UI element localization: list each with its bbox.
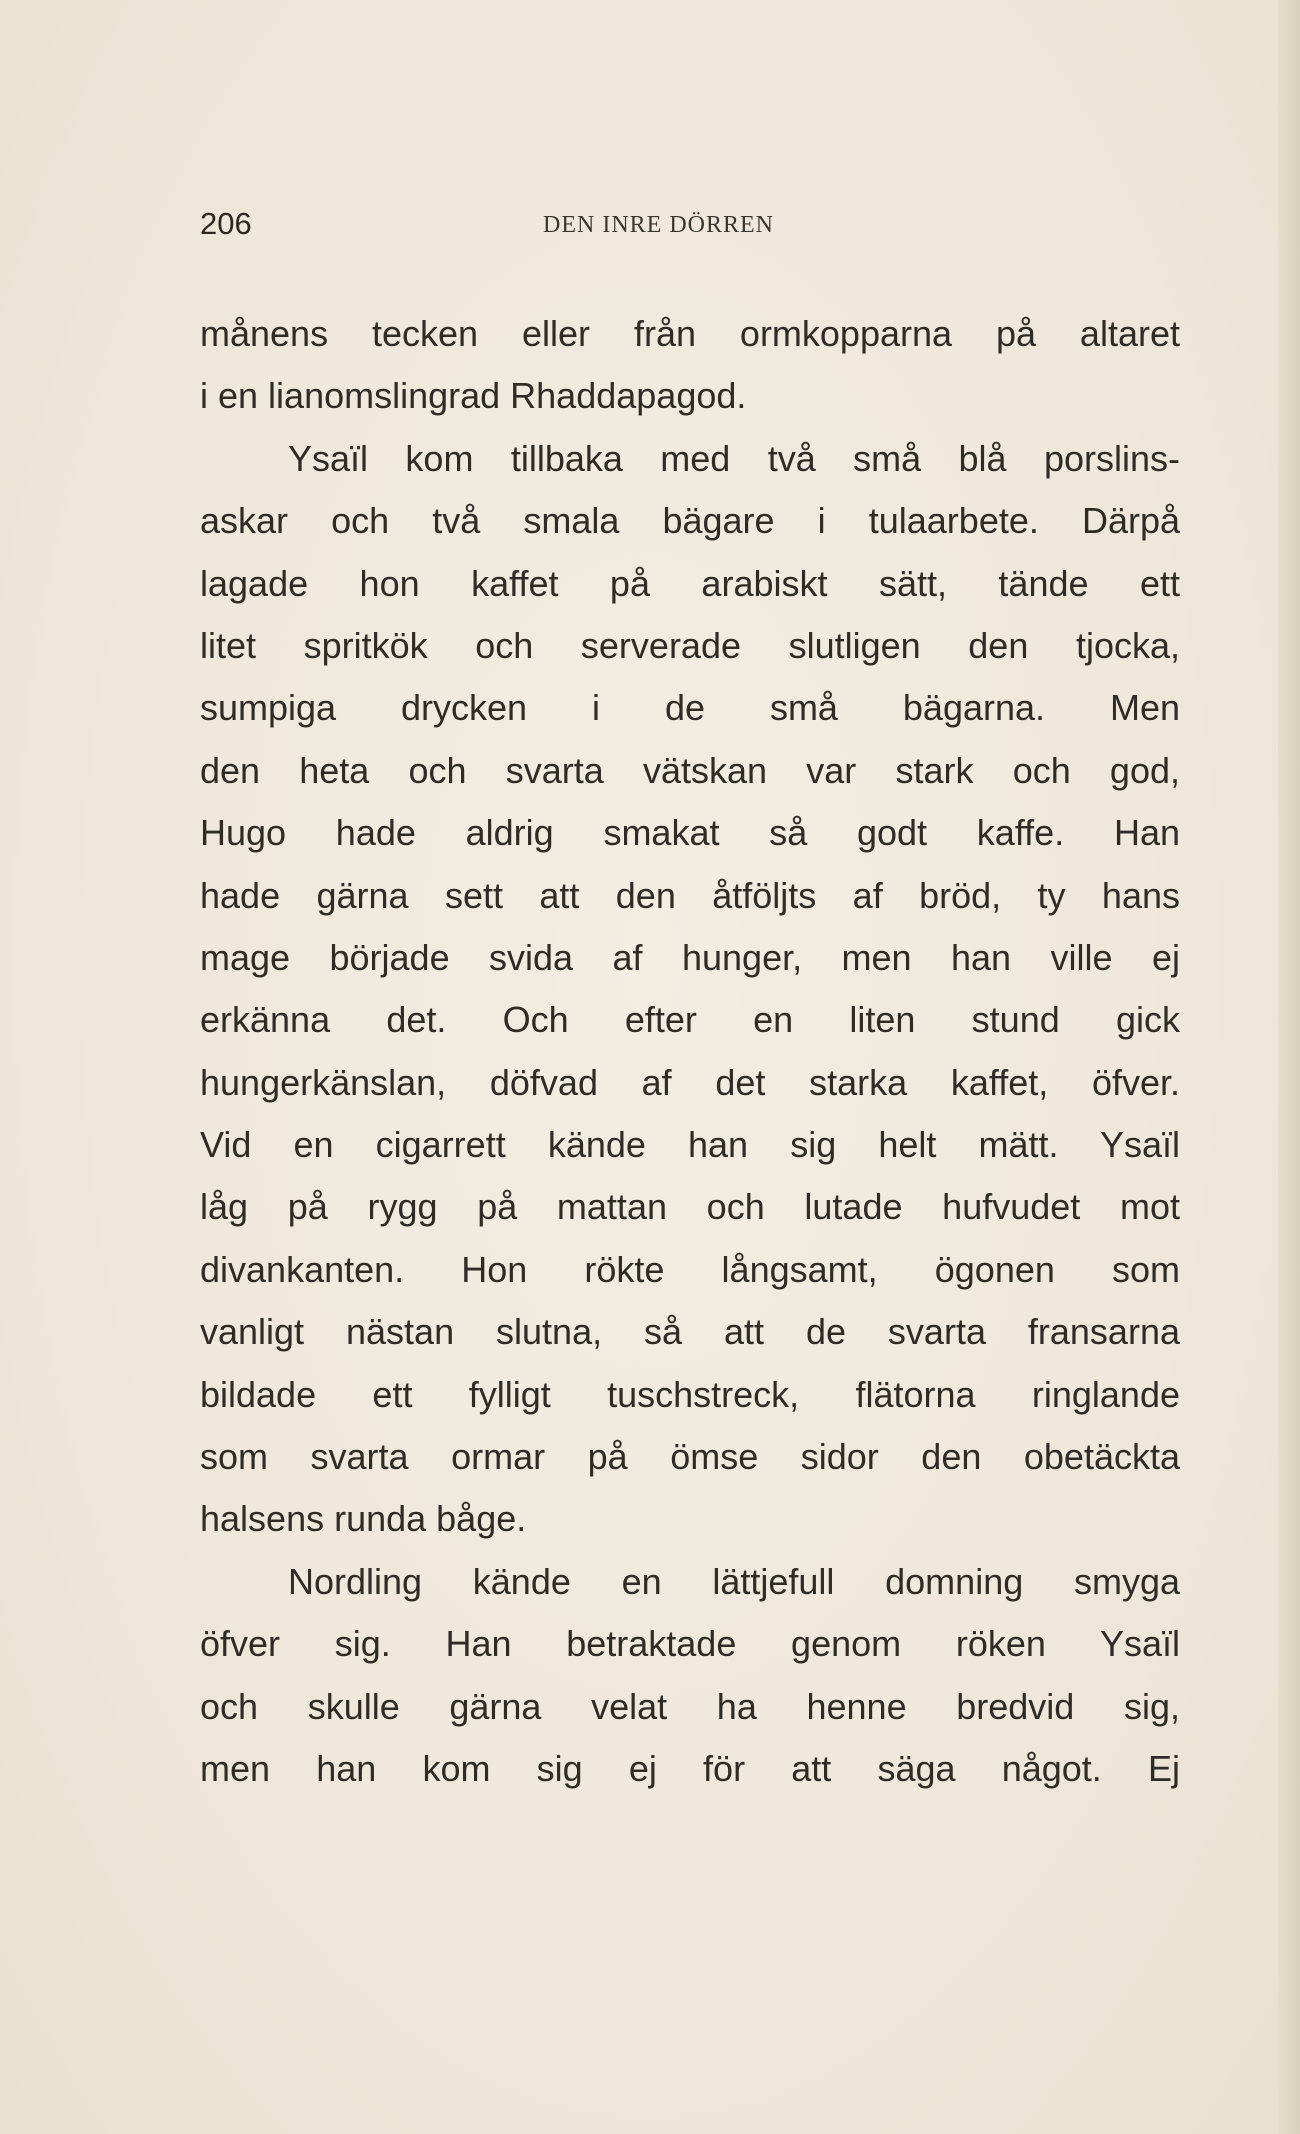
text-line: Nordling kände en lättjefull domning smyga <box>288 1560 1180 1602</box>
text-line: månens tecken eller från ormkopparna på altaret <box>200 313 1180 354</box>
text-line: halsens runda båge. <box>200 1498 527 1540</box>
text-line: som svarta ormar på ömse sidor den obetäckta <box>200 1436 1180 1478</box>
text-line: litet spritkök och serverade slutligen den tjocka, <box>200 624 1180 666</box>
text-line: och skulle gärna velat ha henne bredvid sig, <box>200 1685 1180 1727</box>
text-line: askar och två smala bägare i tulaarbete. Därpå <box>200 500 1180 542</box>
text-line: hungerkänslan, döfvad af det starka kaffet, öfver. <box>200 1061 1180 1103</box>
text-line: men han kom sig ej för att säga något. Ej <box>200 1747 1180 1789</box>
page-number: 206 <box>200 206 252 241</box>
text-line: bildade ett fylligt tuschstreck, flätorna ringlande <box>200 1373 1180 1415</box>
text-line: divankanten. Hon rökte långsamt, ögonen som <box>200 1248 1180 1290</box>
text-line: erkänna det. Och efter en liten stund gick <box>200 999 1180 1041</box>
page-edge-shadow <box>1278 0 1300 2134</box>
text-line: låg på rygg på mattan och lutade hufvudet mot <box>200 1186 1180 1228</box>
running-title: DEN INRE DÖRREN <box>543 212 774 238</box>
text-line: lagade hon kaffet på arabiskt sätt, tände ett <box>200 562 1180 604</box>
text-line: den heta och svarta vätskan var stark och god, <box>200 749 1180 791</box>
text-line: mage började svida af hunger, men han ville ej <box>200 936 1180 978</box>
text-line: Vid en cigarrett kände han sig helt mätt. Ysaïl <box>200 1124 1180 1166</box>
body-text <box>200 303 1180 1800</box>
text-line: hade gärna sett att den åtföljts af bröd, ty hans <box>200 874 1180 916</box>
text-line: vanligt nästan slutna, så att de svarta fransarna <box>200 1311 1180 1353</box>
text-line: öfver sig. Han betraktade genom röken Ysaïl <box>200 1623 1180 1665</box>
text-line: sumpiga drycken i de små bägarna. Men <box>200 687 1180 729</box>
text-line: i en lianomslingrad Rhaddapagod. <box>200 375 747 417</box>
text-line: Hugo hade aldrig smakat så godt kaffe. Han <box>200 812 1180 854</box>
page-header <box>200 206 1180 252</box>
text-line: Ysaïl kom tillbaka med två små blå porslins- <box>288 437 1180 479</box>
